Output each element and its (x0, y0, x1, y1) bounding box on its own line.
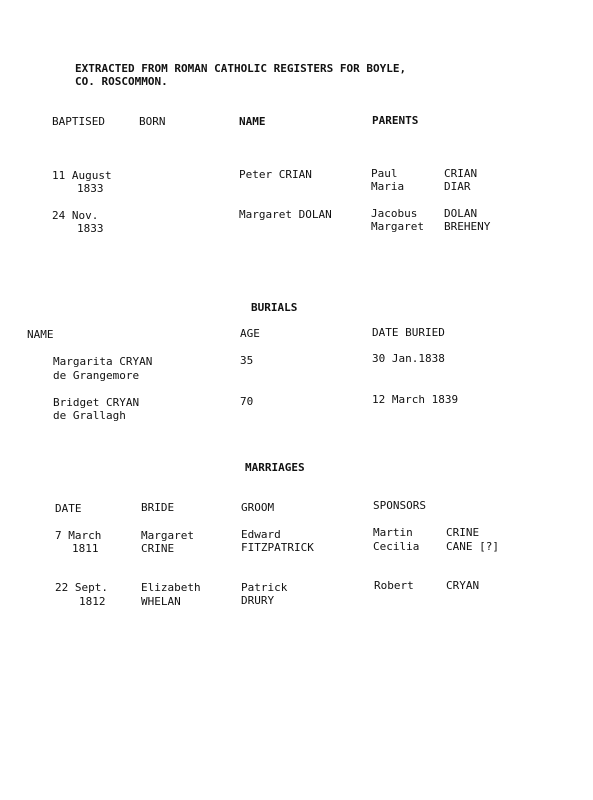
bride-header: BRIDE (141, 501, 175, 514)
parent-surname: DOLAN (444, 207, 478, 220)
document-title: EXTRACTED FROM ROMAN CATHOLIC REGISTERS FOR BOYLE, (75, 62, 407, 75)
parent-first-name: Maria (371, 180, 405, 193)
bride-surname: CRINE (141, 542, 175, 555)
baptism-date: 11 August (52, 169, 112, 182)
groom-first-name: Edward (241, 528, 281, 541)
marriage-date: 7 March (55, 529, 102, 542)
burials-title: BURIALS (251, 301, 298, 314)
sponsor-surname: CANE [?] (446, 540, 499, 553)
groom-header: GROOM (241, 501, 275, 514)
parent-first-name: Margaret (371, 220, 424, 233)
burial-name: Bridget CRYAN (53, 396, 140, 409)
born-header: BORN (139, 115, 166, 128)
sponsor-surname: CRYAN (446, 579, 480, 592)
date-buried-header: DATE BURIED (372, 326, 445, 339)
burial-age: 70 (240, 395, 254, 408)
baptised-header: BAPTISED (52, 115, 105, 128)
bride-surname: WHELAN (141, 595, 181, 608)
parent-surname: CRIAN (444, 167, 478, 180)
baptism-name: Margaret DOLAN (239, 208, 332, 221)
baptism-year: 1833 (77, 182, 104, 195)
name-header: NAME (239, 115, 266, 128)
burial-date: 12 March 1839 (372, 393, 459, 406)
sponsor-first-name: Cecilia (373, 540, 420, 553)
baptism-date: 24 Nov. (52, 209, 99, 222)
marriage-date: 22 Sept. (55, 581, 108, 594)
burial-age: 35 (240, 354, 254, 367)
sponsors-header: SPONSORS (373, 499, 426, 512)
age-header: AGE (240, 327, 260, 340)
parent-surname: DIAR (444, 180, 471, 193)
marriage-date-header: DATE (55, 502, 82, 515)
marriages-title: MARRIAGES (245, 461, 305, 474)
bride-first-name: Margaret (141, 529, 194, 542)
marriage-year: 1811 (72, 542, 99, 555)
parent-first-name: Paul (371, 167, 398, 180)
baptism-name: Peter CRIAN (239, 168, 312, 181)
groom-surname: DRURY (241, 594, 275, 607)
parents-header: PARENTS (372, 114, 419, 127)
groom-surname: FITZPATRICK (241, 541, 314, 554)
parent-first-name: Jacobus (371, 207, 418, 220)
groom-first-name: Patrick (241, 581, 288, 594)
sponsor-surname: CRINE (446, 526, 480, 539)
sponsor-first-name: Martin (373, 526, 413, 539)
burial-townland: de Grangemore (53, 369, 140, 382)
sponsor-first-name: Robert (374, 579, 414, 592)
burial-name: Margarita CRYAN (53, 355, 153, 368)
baptism-year: 1833 (77, 222, 104, 235)
burial-name-header: NAME (27, 328, 54, 341)
document-subtitle: CO. ROSCOMMON. (75, 75, 168, 88)
marriage-year: 1812 (79, 595, 106, 608)
burial-townland: de Grallagh (53, 409, 126, 422)
parent-surname: BREHENY (444, 220, 491, 233)
burial-date: 30 Jan.1838 (372, 352, 445, 365)
bride-first-name: Elizabeth (141, 581, 201, 594)
